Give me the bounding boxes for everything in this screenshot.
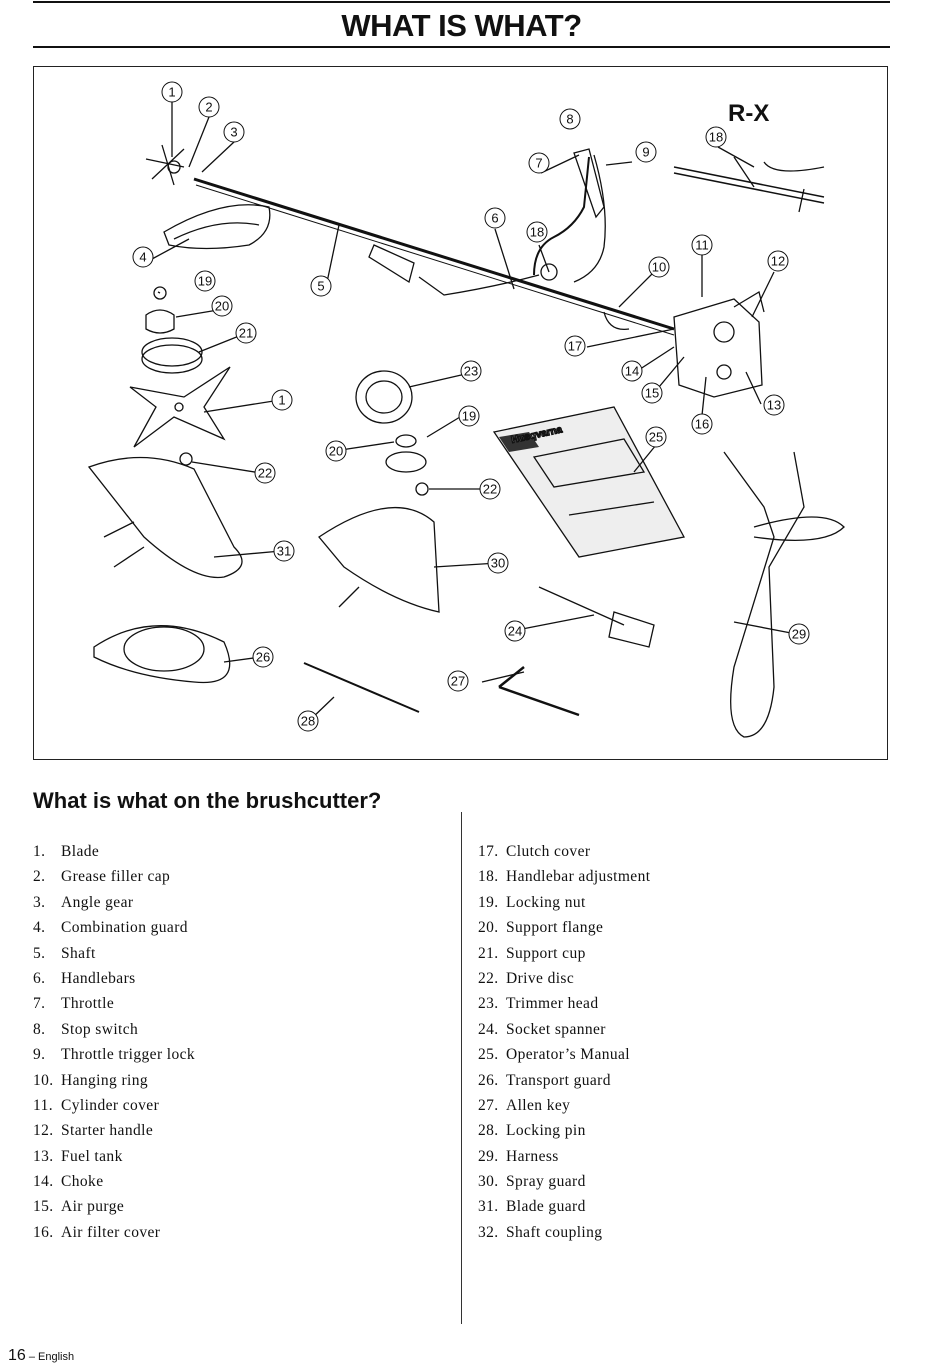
callout-15 [642,383,662,403]
blade-guard-drawing [89,457,242,577]
socket-spanner-drawing [539,587,654,647]
callout-23 [461,361,481,381]
guard-drawing [164,205,270,249]
callout-20 [212,296,232,316]
list-item: 6. Handlebars [33,969,136,987]
list-item: 27. Allen key [478,1096,571,1114]
callout-2 [199,97,219,117]
callout-24 [505,621,525,641]
allen-key-drawing [499,667,579,715]
locking-pin-drawing [304,663,419,712]
callout-12 [768,251,788,271]
svg-text:23: 23 [463,363,479,379]
svg-text:7: 7 [535,155,543,171]
callout-14 [622,361,642,381]
list-item: 21. Support cup [478,944,586,962]
callout-30 [488,553,508,573]
svg-text:19: 19 [197,273,213,289]
title-underline [33,46,890,48]
callout-8 [560,109,580,129]
list-item: 29. Harness [478,1147,559,1165]
callout-3 [224,122,244,142]
support-cup-drawing [142,338,202,366]
variant-label: R-X [728,100,770,127]
list-item: 12. Starter handle [33,1122,154,1140]
list-item: 31. Blade guard [478,1198,586,1216]
callout-13 [764,395,784,415]
callout-5 [311,276,331,296]
callout-6 [485,208,505,228]
list-item: 32. Shaft coupling [478,1223,603,1241]
parts-list-right [478,842,650,1248]
callout-31 [274,541,294,561]
callout-18 [706,127,726,147]
svg-text:1: 1 [168,84,176,100]
list-item: 2. Grease filler cap [33,868,171,886]
list-item: 3. Angle gear [33,893,134,911]
callout-22b [480,479,500,499]
page-footer [8,1347,74,1365]
engine-drawing [674,299,762,397]
svg-text:29: 29 [791,626,807,642]
callout-19 [195,271,215,291]
blade-head-drawing [146,145,184,185]
svg-text:5: 5 [317,278,325,294]
callout-7 [529,153,549,173]
svg-text:17: 17 [567,338,583,354]
callout-19b [459,406,479,426]
callout-28 [298,711,318,731]
callout-16 [692,414,712,434]
trimmer-head-drawing [356,371,412,423]
callout-22 [255,463,275,483]
svg-text:22: 22 [482,481,498,497]
svg-text:6: 6 [491,210,499,226]
list-item: 16. Air filter cover [33,1223,161,1241]
svg-text:15: 15 [644,385,660,401]
callout-20b [326,441,346,461]
page-number: 16 [8,1347,26,1364]
parts-list-left [33,842,195,1248]
callout-29 [789,624,809,644]
svg-text:4: 4 [139,249,147,265]
brushcutter-drawing [34,67,889,761]
blade-drawing [130,367,230,447]
svg-text:1: 1 [278,392,286,408]
svg-text:20: 20 [214,298,230,314]
callout-25 [646,427,666,447]
list-item: 17. Clutch cover [478,843,591,860]
list-item: 23. Trimmer head [478,995,599,1013]
svg-text:16: 16 [694,416,710,432]
footer-language: – English [25,1351,75,1363]
list-item: 26. Transport guard [478,1071,611,1089]
svg-text:22: 22 [257,465,273,481]
list-item: 10. Hanging ring [33,1071,149,1089]
list-item: 13. Fuel tank [33,1147,123,1165]
callout-26 [253,647,273,667]
manual-brand-text: Husqvarna [510,424,564,446]
column-divider [461,812,462,1324]
callout-11 [692,235,712,255]
parts-illustration [33,66,888,760]
callout-1 [162,82,182,102]
section-title: What is what on the brushcutter? [33,788,382,813]
list-item: 7. Throttle [33,995,115,1013]
list-item: 30. Spray guard [478,1173,586,1191]
list-item: 14. Choke [33,1173,104,1191]
list-item: 11. Cylinder cover [33,1096,160,1114]
list-item: 25. Operator’s Manual [478,1046,631,1064]
list-item: 1. Blade [33,843,100,860]
svg-text:2: 2 [205,99,213,115]
svg-text:20: 20 [328,443,344,459]
top-rule [33,1,890,3]
callout-4 [133,247,153,267]
svg-text:9: 9 [642,144,650,160]
list-item: 28. Locking pin [478,1122,586,1140]
callout-27 [448,671,468,691]
callout-21 [236,323,256,343]
svg-text:19: 19 [461,408,477,424]
page-title: WHAT IS WHAT? [341,8,582,43]
svg-text:3: 3 [230,124,238,140]
svg-text:24: 24 [507,623,523,639]
svg-text:26: 26 [255,649,271,665]
list-item: 20. Support flange [478,919,604,937]
svg-text:13: 13 [766,397,782,413]
list-item: 24. Socket spanner [478,1020,606,1038]
list-item: 8. Stop switch [33,1020,139,1038]
handlebar-drawing [534,157,589,275]
list-item: 5. Shaft [33,944,96,962]
callout-17 [565,336,585,356]
list-item: 4. Combination guard [33,919,188,937]
callout-1b [272,390,292,410]
svg-text:18: 18 [708,129,724,145]
svg-text:28: 28 [300,713,316,729]
svg-text:14: 14 [624,363,640,379]
svg-text:18: 18 [529,224,545,240]
svg-text:31: 31 [276,543,292,559]
callout-9 [636,142,656,162]
svg-text:10: 10 [651,259,667,275]
svg-text:21: 21 [238,325,254,341]
callout-10 [649,257,669,277]
svg-text:30: 30 [490,555,506,571]
list-item: 19. Locking nut [478,893,586,911]
svg-text:11: 11 [695,237,709,253]
list-item: 15. Air purge [33,1198,125,1216]
transport-guard-drawing [94,626,230,683]
harness-drawing [724,452,807,737]
svg-text:12: 12 [770,253,786,269]
list-item: 9. Throttle trigger lock [33,1046,196,1064]
list-item: 22. Drive disc [478,969,575,987]
svg-text:27: 27 [450,673,466,689]
support-flange-drawing [146,310,174,333]
svg-text:25: 25 [648,429,664,445]
list-item: 18. Handlebar adjustment [478,868,651,886]
spray-guard-drawing [319,508,439,612]
callout-18b [527,222,547,242]
svg-text:8: 8 [566,111,574,127]
